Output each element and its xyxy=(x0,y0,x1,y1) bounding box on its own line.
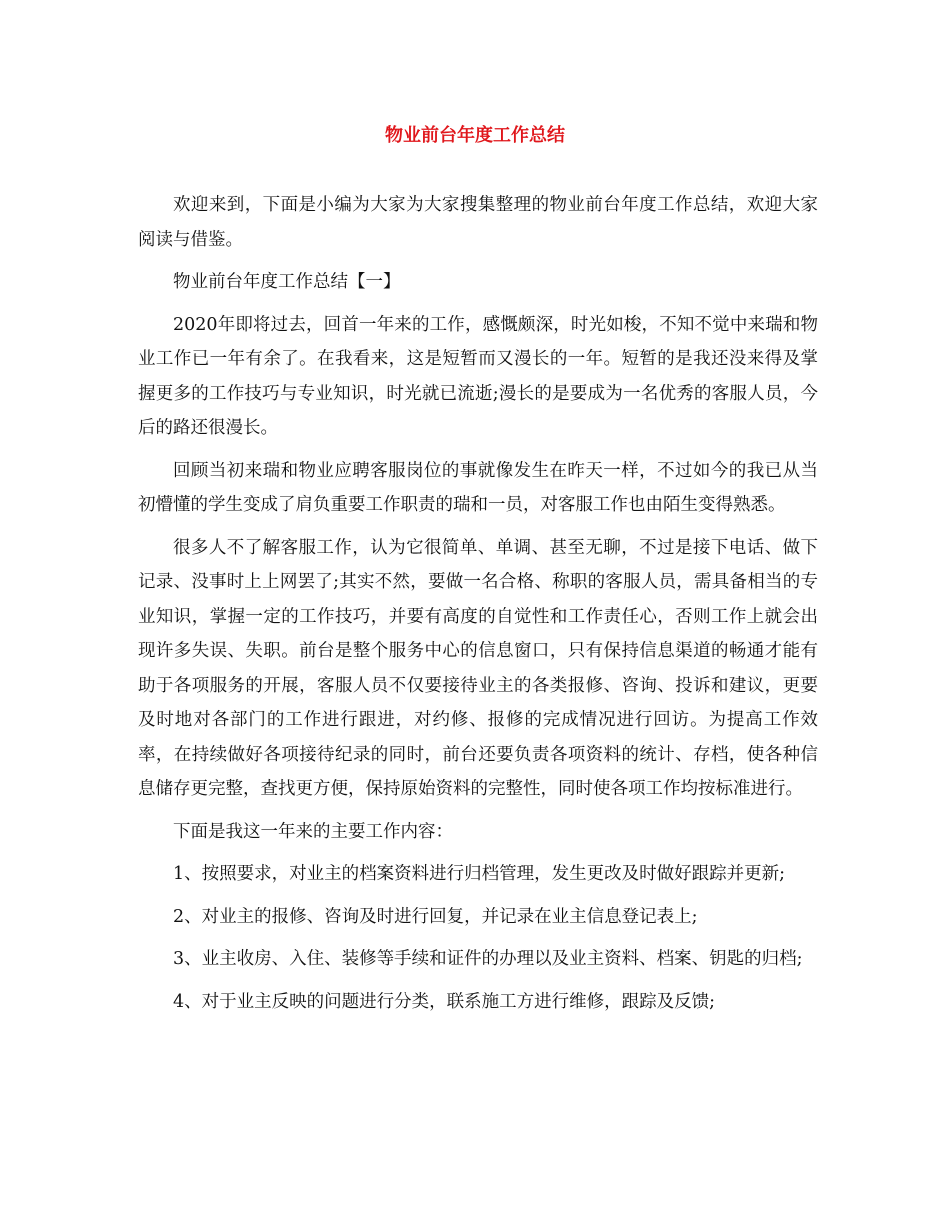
paragraph: 很多人不了解客服工作，认为它很简单、单调、甚至无聊，不过是接下电话、做下记录、没事时上上网罢了;其实不然，要做一名合格、称职的客服人员，需具备相当的专业知识，掌握一定的工作技巧，并要有高度的自觉性和工作责任心，否则工作上就会出现许多失误、失职。前台是整个服务中心的信息窗口，只有保持信息渠道的畅通才能有助于各项服务的开展，客服人员不仅要接待业主的各类报修、咨询、投诉和建议，更要及时地对各部门的工作进行跟进，对约修、报修的完成情况进行回访。为提高工作效率，在持续做好各项接待纪录的同时，前台还要负责各项资料的统计、存档，使各种信息储存更完整，查找更方便，保持原始资料的完整性，同时使各项工作均按标准进行。 xyxy=(138,537,818,799)
list-item: 3、业主收房、入住、装修等手续和证件的办理以及业主资料、档案、钥匙的归档; xyxy=(173,949,803,969)
document-title: 物业前台年度工作总结 xyxy=(385,125,565,146)
list-item: 1、按照要求，对业主的档案资料进行归档管理，发生更改及时做好跟踪并更新; xyxy=(173,864,786,884)
document-body xyxy=(138,188,818,1027)
list-item: 4、对于业主反映的问题进行分类，联系施工方进行维修，跟踪及反馈; xyxy=(173,991,716,1012)
paragraph: 下面是我这一年来的主要工作内容： xyxy=(173,821,453,842)
list-item: 2、对业主的报修、咨询及时进行回复，并记录在业主信息登记表上; xyxy=(173,906,698,927)
paragraph-intro: 欢迎来到，下面是小编为大家为大家搜集整理的物业前台年度工作总结，欢迎大家阅读与借鉴。 xyxy=(138,195,818,250)
paragraph: 2020年即将过去，回首一年来的工作，感慨颇深，时光如梭，不知不觉中来瑞和物业工作已一年有余了。在我看来，这是短暂而又漫长的一年。短暂的是我还没来得及掌握更多的工作技巧与专业知识，时光就已流逝;漫长的是要成为一名优秀的客服人员，今后的路还很漫长。 xyxy=(138,314,818,438)
section-heading: 物业前台年度工作总结【一】 xyxy=(173,272,401,292)
paragraph: 回顾当初来瑞和物业应聘客服岗位的事就像发生在昨天一样，不过如今的我已从当初懵懂的学生变成了肩负重要工作职责的瑞和一员，对客服工作也由陌生变得熟悉。 xyxy=(138,460,818,515)
